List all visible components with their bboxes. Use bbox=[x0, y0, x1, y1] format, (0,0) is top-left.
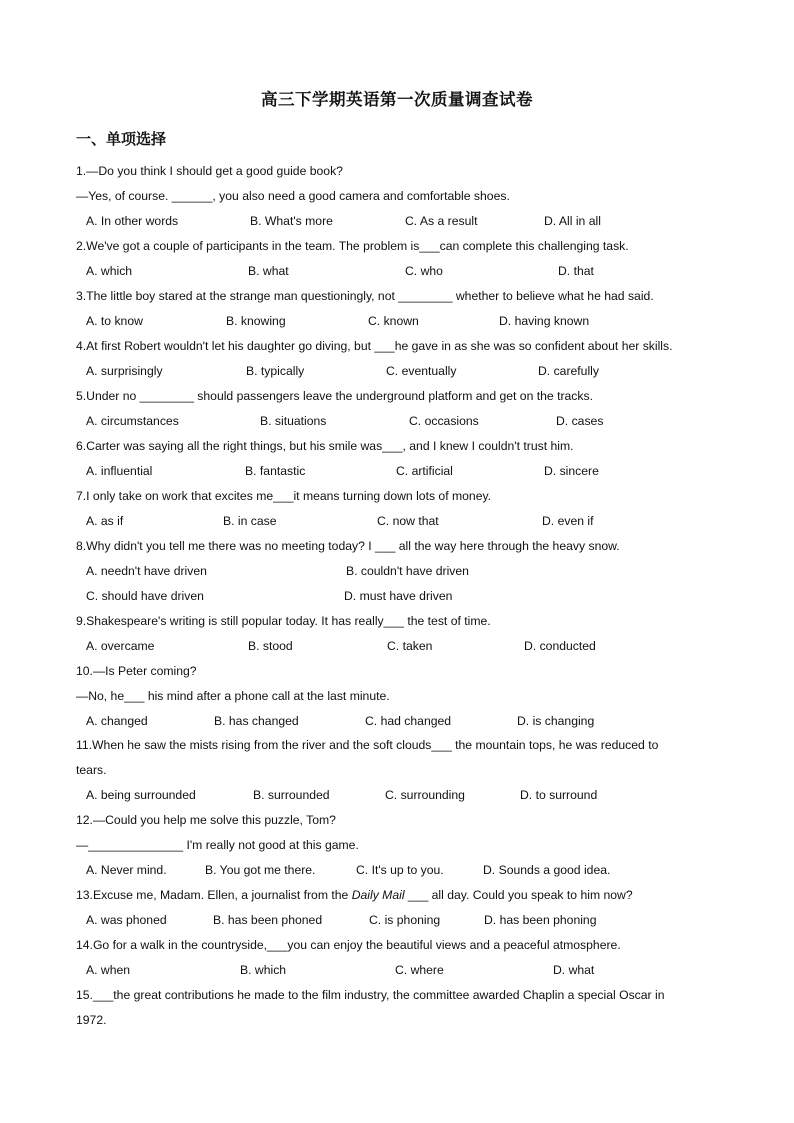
q9-option-d: D. conducted bbox=[524, 639, 596, 653]
q5-option-c: C. occasions bbox=[409, 414, 479, 428]
q6-option-d: D. sincere bbox=[544, 464, 599, 478]
question-15-stem-2: 1972. bbox=[76, 1013, 107, 1027]
q1-option-d: D. All in all bbox=[544, 214, 601, 228]
question-11-stem-2: tears. bbox=[76, 763, 107, 777]
q14-option-c: C. where bbox=[395, 963, 444, 977]
q7-option-a: A. as if bbox=[86, 514, 124, 528]
q4-option-a: A. surprisingly bbox=[86, 364, 163, 378]
q14-option-a: A. when bbox=[86, 963, 131, 977]
question-14-stem: 14.Go for a walk in the countryside,___you can enjoy the beautiful views and a peaceful atmosphere. bbox=[76, 938, 621, 952]
q1-option-a: A. In other words bbox=[86, 214, 179, 228]
q5-option-d: D. cases bbox=[556, 414, 604, 428]
question-6-stem: 6.Carter was saying all the right things, but his smile was___, and I knew I couldn't trust him. bbox=[76, 439, 574, 453]
q3-option-d: D. having known bbox=[499, 314, 590, 328]
q10-option-d: D. is changing bbox=[517, 714, 595, 728]
q11-option-d: D. to surround bbox=[520, 788, 598, 802]
q2-option-d: D. that bbox=[558, 264, 594, 278]
question-2-stem: 2.We've got a couple of participants in the team. The problem is___can complete this challenging task. bbox=[76, 239, 629, 253]
q7-option-c: C. now that bbox=[377, 514, 439, 528]
question-9-stem: 9.Shakespeare's writing is still popular today. It has really___ the test of time. bbox=[76, 614, 491, 628]
question-10-stem: 10.—Is Peter coming? bbox=[76, 664, 197, 678]
question-13-stem bbox=[76, 887, 633, 903]
q10-option-b: B. has changed bbox=[214, 714, 299, 728]
question-13-stem-part-2: ___ all day. Could you speak to him now? bbox=[404, 888, 633, 902]
q1-option-b: B. What's more bbox=[250, 214, 333, 228]
q8-option-c: C. should have driven bbox=[86, 589, 204, 603]
q9-option-c: C. taken bbox=[387, 639, 433, 653]
q11-option-a: A. being surrounded bbox=[86, 788, 196, 802]
question-1-stem: 1.—Do you think I should get a good guide book? bbox=[76, 164, 343, 178]
q8-option-d: D. must have driven bbox=[344, 589, 453, 603]
question-15-stem: 15.___the great contributions he made to the film industry, the committee awarded Chaplin a special Oscar in bbox=[76, 988, 665, 1002]
q12-option-b: B. You got me there. bbox=[205, 863, 316, 877]
q13-option-c: C. is phoning bbox=[369, 913, 441, 927]
question-12-stem: 12.—Could you help me solve this puzzle, Tom? bbox=[76, 813, 336, 827]
q13-option-b: B. has been phoned bbox=[213, 913, 323, 927]
q12-option-d: D. Sounds a good idea. bbox=[483, 863, 611, 877]
question-5-stem: 5.Under no ________ should passengers leave the underground platform and get on the tracks. bbox=[76, 389, 593, 403]
q8-option-a: A. needn't have driven bbox=[86, 564, 207, 578]
q4-option-d: D. carefully bbox=[538, 364, 599, 378]
q11-option-b: B. surrounded bbox=[253, 788, 330, 802]
question-10-stem-2: —No, he___ his mind after a phone call at the last minute. bbox=[76, 689, 390, 703]
q9-option-b: B. stood bbox=[248, 639, 293, 653]
q2-option-a: A. which bbox=[86, 264, 133, 278]
q8-option-b: B. couldn't have driven bbox=[346, 564, 469, 578]
q6-option-b: B. fantastic bbox=[245, 464, 306, 478]
q3-option-c: C. known bbox=[368, 314, 419, 328]
question-7-stem: 7.I only take on work that excites me___it means turning down lots of money. bbox=[76, 489, 492, 503]
q10-option-a: A. changed bbox=[86, 714, 148, 728]
q5-option-a: A. circumstances bbox=[86, 414, 179, 428]
question-4-stem: 4.At first Robert wouldn't let his daughter go diving, but ___he gave in as she was so confident about her skills. bbox=[76, 339, 673, 353]
question-13-newspaper-name: Daily Mail bbox=[351, 888, 405, 902]
q6-option-a: A. influential bbox=[86, 464, 153, 478]
q12-option-c: C. It's up to you. bbox=[356, 863, 444, 877]
q6-option-c: C. artificial bbox=[396, 464, 453, 478]
q9-option-a: A. overcame bbox=[86, 639, 155, 653]
q13-option-a: A. was phoned bbox=[86, 913, 167, 927]
question-13-stem-part-1: 13.Excuse me, Madam. Ellen, a journalist from the bbox=[76, 888, 352, 902]
q14-option-d: D. what bbox=[553, 963, 595, 977]
question-12-stem-2: —______________ I'm really not good at this game. bbox=[76, 838, 359, 852]
q2-option-c: C. who bbox=[405, 264, 443, 278]
q12-option-a: A. Never mind. bbox=[86, 863, 167, 877]
q4-option-c: C. eventually bbox=[386, 364, 457, 378]
question-8-stem: 8.Why didn't you tell me there was no meeting today? I ___ all the way here through the heavy snow. bbox=[76, 539, 620, 553]
q14-option-b: B. which bbox=[240, 963, 287, 977]
section-heading: 一、单项选择 bbox=[76, 130, 167, 148]
q11-option-c: C. surrounding bbox=[385, 788, 465, 802]
q10-option-c: C. had changed bbox=[365, 714, 452, 728]
q13-option-d: D. has been phoning bbox=[484, 913, 597, 927]
q2-option-b: B. what bbox=[248, 264, 289, 278]
q7-option-d: D. even if bbox=[542, 514, 594, 528]
question-3-stem: 3.The little boy stared at the strange man questioningly, not ________ whether to believe what he had said. bbox=[76, 289, 654, 303]
q1-option-c: C. As a result bbox=[405, 214, 478, 228]
question-1-stem-2: —Yes, of course. ______, you also need a good camera and comfortable shoes. bbox=[76, 189, 510, 203]
q3-option-b: B. knowing bbox=[226, 314, 286, 328]
question-11-stem: 11.When he saw the mists rising from the river and the soft clouds___ the mountain tops, he was reduced to bbox=[76, 738, 659, 752]
page-title: 高三下学期英语第一次质量调查试卷 bbox=[261, 90, 533, 109]
q5-option-b: B. situations bbox=[260, 414, 327, 428]
q4-option-b: B. typically bbox=[246, 364, 305, 378]
q7-option-b: B. in case bbox=[223, 514, 277, 528]
q3-option-a: A. to know bbox=[86, 314, 143, 328]
